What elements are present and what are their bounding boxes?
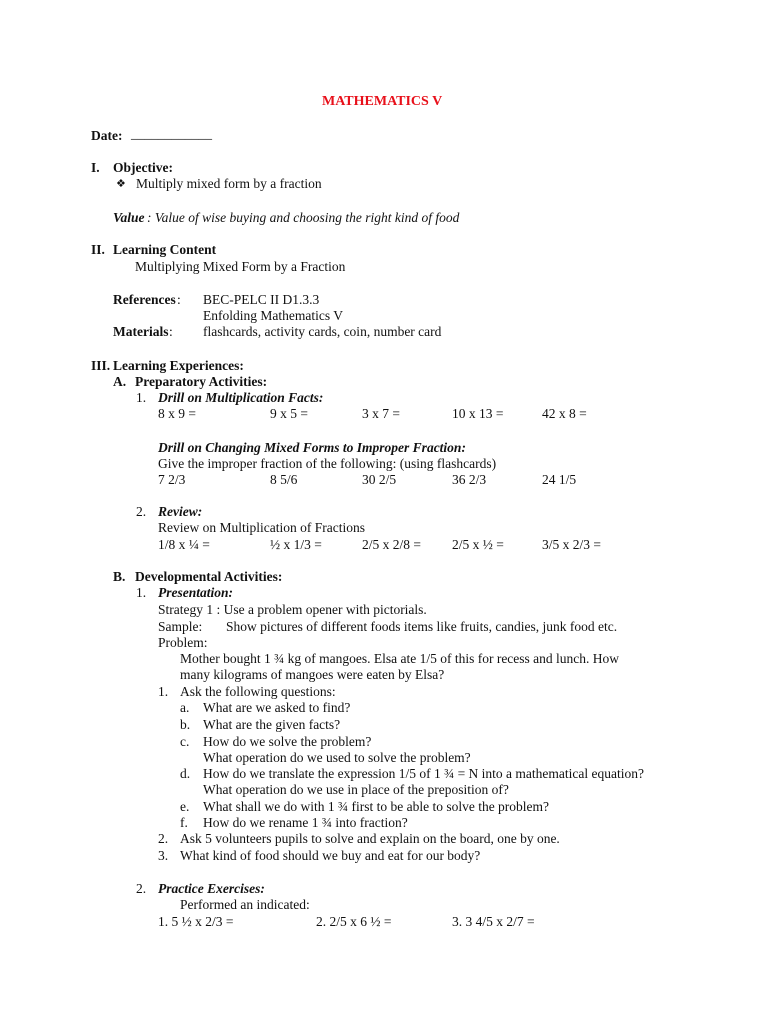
date-label: Date: bbox=[91, 128, 123, 143]
question-e: What shall we do with 1 ¾ first to be able to solve the problem? bbox=[203, 799, 550, 814]
drill1-item: 3 x 7 = bbox=[362, 406, 400, 421]
drill1-item: 9 x 5 = bbox=[270, 406, 308, 421]
review-item: 1/8 x ¼ = bbox=[158, 537, 210, 552]
section-number-ii: II. bbox=[91, 242, 105, 257]
bullet-diamond-icon: ❖ bbox=[116, 177, 126, 190]
preparatory-heading: Preparatory Activities: bbox=[135, 374, 268, 389]
question-letter: c. bbox=[180, 734, 190, 749]
question-d: How do we translate the expression 1/5 of 1 ¾ = N into a mathematical equation? bbox=[203, 766, 644, 781]
drill2-item: 7 2/3 bbox=[158, 472, 186, 487]
review-title: Review: bbox=[158, 504, 203, 519]
question-a: What are we asked to find? bbox=[203, 700, 351, 715]
practice-item: 2. 2/5 x 6 ½ = bbox=[316, 914, 392, 929]
presentation-number: 1. bbox=[136, 585, 147, 600]
page-title: MATHEMATICS V bbox=[322, 94, 443, 109]
dev-letter: B. bbox=[113, 569, 126, 584]
review-text: Review on Multiplication of Fractions bbox=[158, 520, 365, 535]
review-item: 3/5 x 2/3 = bbox=[542, 537, 601, 552]
sample-text: Show pictures of different foods items like fruits, candies, junk food etc. bbox=[226, 619, 618, 634]
prep-letter: A. bbox=[113, 374, 127, 389]
question-f: How do we rename 1 ¾ into fraction? bbox=[203, 815, 408, 830]
learning-experiences-heading: Learning Experiences: bbox=[113, 358, 244, 373]
drill2-item: 30 2/5 bbox=[362, 472, 397, 487]
strategy-text: Strategy 1 : Use a problem opener with pictorials. bbox=[158, 602, 427, 617]
date-blank: ____________ bbox=[131, 126, 212, 141]
objective-heading: Objective: bbox=[113, 160, 173, 175]
references-label: References bbox=[113, 292, 176, 307]
learning-topic: Multiplying Mixed Form by a Fraction bbox=[135, 259, 346, 274]
question-c-followup: What operation do we used to solve the problem? bbox=[203, 750, 471, 765]
reference-2: Enfolding Mathematics V bbox=[203, 308, 343, 323]
review-number: 2. bbox=[136, 504, 147, 519]
drill2-instructions: Give the improper fraction of the following: (using flashcards) bbox=[158, 456, 497, 471]
practice-instructions: Performed an indicated: bbox=[180, 897, 310, 912]
drill2-item: 8 5/6 bbox=[270, 472, 298, 487]
review-item: 2/5 x 2/8 = bbox=[362, 537, 421, 552]
value-label: Value bbox=[113, 210, 145, 225]
step-2-text: Ask 5 volunteers pupils to solve and explain on the board, one by one. bbox=[180, 831, 560, 846]
drill2-title: Drill on Changing Mixed Forms to Improper Fraction: bbox=[158, 440, 466, 455]
drill1-item: 10 x 13 = bbox=[452, 406, 504, 421]
drill2-item: 36 2/3 bbox=[452, 472, 487, 487]
drill2-item: 24 1/5 bbox=[542, 472, 577, 487]
drill1-title: Drill on Multiplication Facts: bbox=[158, 390, 324, 405]
question-letter: f. bbox=[180, 815, 188, 830]
presentation-title: Presentation: bbox=[158, 585, 234, 600]
section-number-iii: III. bbox=[91, 358, 111, 373]
question-list-intro: Ask the following questions: bbox=[180, 684, 336, 699]
reference-1: BEC-PELC II D1.3.3 bbox=[203, 292, 320, 307]
problem-text-line-1: Mother bought 1 ¾ kg of mangoes. Elsa ate 1/5 of this for recess and lunch. How bbox=[180, 651, 620, 666]
practice-number: 2. bbox=[136, 881, 147, 896]
step-number: 2. bbox=[158, 831, 169, 846]
materials-colon: : bbox=[169, 324, 173, 339]
step-number: 3. bbox=[158, 848, 169, 863]
review-item: 2/5 x ½ = bbox=[452, 537, 504, 552]
question-c: How do we solve the problem? bbox=[203, 734, 372, 749]
question-d-followup: What operation do we use in place of the preposition of? bbox=[203, 782, 509, 797]
question-b: What are the given facts? bbox=[203, 717, 341, 732]
question-letter: e. bbox=[180, 799, 190, 814]
drill1-number: 1. bbox=[136, 390, 147, 405]
drill1-item: 8 x 9 = bbox=[158, 406, 196, 421]
drill1-item: 42 x 8 = bbox=[542, 406, 587, 421]
developmental-heading: Developmental Activities: bbox=[135, 569, 283, 584]
sample-label: Sample: bbox=[158, 619, 203, 634]
materials-label: Materials bbox=[113, 324, 169, 339]
references-colon: : bbox=[177, 292, 181, 307]
review-item: ½ x 1/3 = bbox=[270, 537, 322, 552]
practice-item: 1. 5 ½ x 2/3 = bbox=[158, 914, 234, 929]
practice-title: Practice Exercises: bbox=[158, 881, 265, 896]
materials-text: flashcards, activity cards, coin, number card bbox=[203, 324, 442, 339]
question-letter: d. bbox=[180, 766, 191, 781]
learning-content-heading: Learning Content bbox=[113, 242, 217, 257]
section-number-i: I. bbox=[91, 160, 100, 175]
practice-item: 3. 3 4/5 x 2/7 = bbox=[452, 914, 535, 929]
problem-label: Problem: bbox=[158, 635, 208, 650]
value-text: : Value of wise buying and choosing the right kind of food bbox=[147, 210, 460, 225]
question-list-number: 1. bbox=[158, 684, 169, 699]
question-letter: b. bbox=[180, 717, 191, 732]
objective-bullet: Multiply mixed form by a fraction bbox=[136, 176, 322, 191]
step-3-text: What kind of food should we buy and eat for our body? bbox=[180, 848, 481, 863]
question-letter: a. bbox=[180, 700, 190, 715]
problem-text-line-2: many kilograms of mangoes were eaten by Elsa? bbox=[180, 667, 445, 682]
